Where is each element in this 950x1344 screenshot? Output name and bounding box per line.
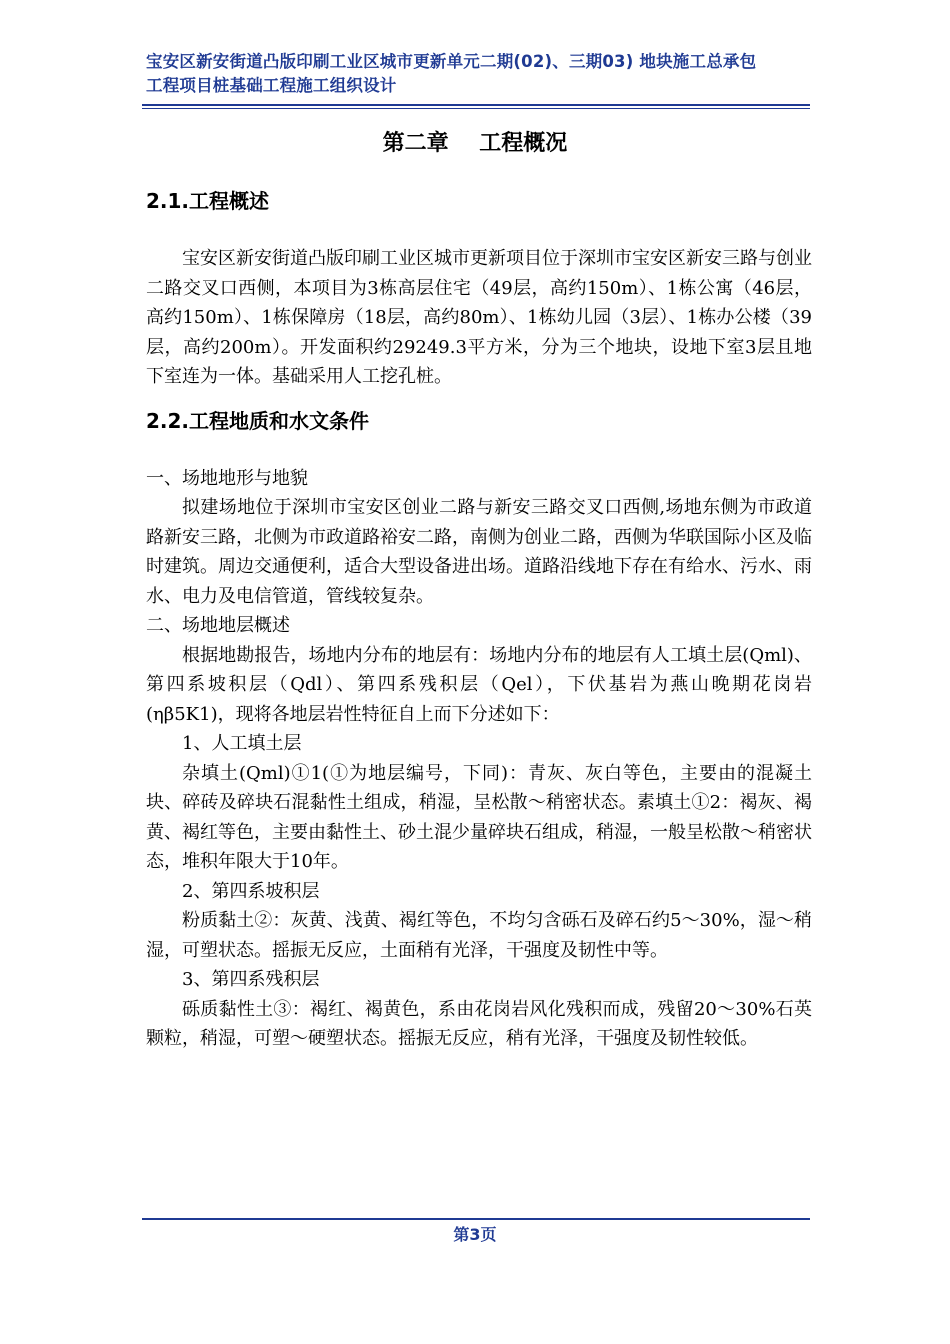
page-header — [146, 50, 812, 98]
layer-heading-fill: 1、人工填土层 — [182, 733, 302, 754]
subsection-heading-terrain: 一、场地地形与地貌 — [146, 467, 308, 489]
paragraph-fill-layer: 杂填土(Qml)①1(①为地层编号，下同)：青灰、灰白等色，主要由的混凝土块、碎砖及碎块石混黏性土组成，稍湿，呈松散～稍密状态。素填土①2：褐灰、褐黄、褐红等色，主要由黏性土、砂土混少量碎块石组成，稍湿，一般呈松散～稍密状态，堆积年限大于10年。 — [146, 762, 812, 872]
paragraph-slope-deposit: 粉质黏土②：灰黄、浅黄、褐红等色，不均匀含砾石及碎石约5～30%，湿～稍湿，可塑状态。摇振无反应，土面稍有光泽，干强度及韧性中等。 — [146, 910, 812, 961]
subsection-heading-strata: 二、场地地层概述 — [146, 615, 290, 636]
header-title-line-2: 工程项目桩基础工程施工组织设计 — [146, 76, 397, 95]
page-number: 第3页 — [453, 1225, 497, 1244]
main-content — [146, 186, 812, 1054]
paragraph-strata-intro: 根据地勘报告，场地内分布的地层有：场地内分布的地层有人工填土层(Qml)、第四系坡积层（Qdl）、第四系残积层（Qel），下伏基岩为燕山晚期花岗岩(ηβ5K1)，现将各地层岩性特征自上而下分述如下： — [146, 644, 812, 725]
header-title-line-1: 宝安区新安街道凸版印刷工业区城市更新单元二期(02)、三期03) 地块施工总承包 — [146, 52, 757, 71]
section-2-1-paragraph: 宝安区新安街道凸版印刷工业区城市更新项目位于深圳市宝安区新安三路与创业二路交叉口西侧，本项目为3栋高层住宅（49层，高约150m）、1栋公寓（46层，高约150m）、1栋保障房（18层，高约80m）、1栋幼儿园（3层）、1栋办公楼（39层，高约200m）。开发面积约29249.3平方米，分为三个地块，设地下室3层且地下室连为一体。基础采用人工挖孔桩。 — [146, 248, 812, 387]
chapter-title: 第二章 工程概况 — [382, 131, 568, 156]
layer-heading-residual: 3、第四系残积层 — [182, 969, 320, 990]
layer-heading-slope-deposit: 2、第四系坡积层 — [182, 880, 320, 902]
header-divider — [142, 104, 810, 109]
paragraph-residual: 砾质黏性土③：褐红、褐黄色，系由花岗岩风化残积而成，残留20～30%石英颗粒，稍湿，可塑～硬塑状态。摇振无反应，稍有光泽，干强度及韧性较低。 — [146, 998, 812, 1049]
section-2-2-body — [146, 464, 812, 1054]
paragraph-terrain: 拟建场地位于深圳市宝安区创业二路与新安三路交叉口西侧,场地东侧为市政道路新安三路，北侧为市政道路裕安二路，南侧为创业二路，西侧为华联国际小区及临时建筑。周边交通便利，适合大型设备进出场。道路沿线地下存在有给水、污水、雨水、电力及电信管道，管线较复杂。 — [146, 497, 812, 607]
section-heading-2-1: 2.1.工程概述 — [146, 189, 270, 213]
section-heading-2-2: 2.2.工程地质和水文条件 — [146, 408, 370, 433]
footer-divider — [142, 1218, 810, 1220]
